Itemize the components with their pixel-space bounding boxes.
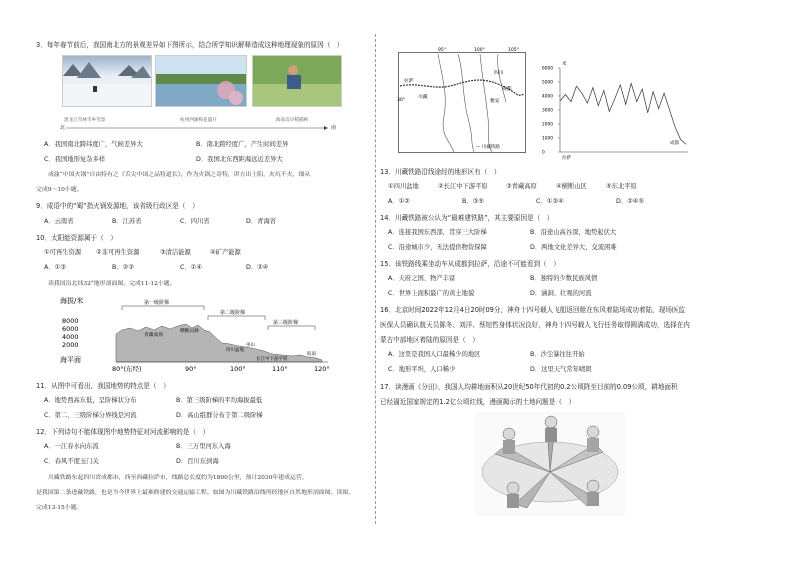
place-lhasa: 拉萨 <box>404 79 414 84</box>
step-3-label: 第三级阶梯 <box>273 320 299 326</box>
profile-ytick-2000: 2000 <box>62 341 79 349</box>
elev-y-unit: 米 <box>562 62 567 67</box>
photo-west-lake <box>155 55 247 107</box>
passage3-line3: 完成13-15小题。 <box>36 505 83 511</box>
label-basin: 四川盆地 <box>226 348 244 353</box>
q10-option-d: D．②④ <box>246 264 269 271</box>
q17-line1: 17．读漫画《分田》，我国人均耕地面积从20世纪50年代初的0.2公顷降至目前的0.09公顷，耕地面积 <box>380 383 678 391</box>
q14-stem: 14．川藏铁路被公认为“最难建铁路”，其主要原因是（ ） <box>380 214 554 222</box>
q16-option-d: D．这里天气常年晴朗 <box>530 366 592 373</box>
label-plateau: 青藏高原 <box>144 333 164 338</box>
map-lon-105: 105° <box>508 48 519 53</box>
q14-option-a: A．连接我国东西部，贯穿三大阶梯 <box>388 229 487 236</box>
passage2: 读我国沿北纬32°地形剖面图，完成11-12小题。 <box>48 281 176 287</box>
map-lon-100: 100° <box>474 48 485 53</box>
q13-item-2: ②长江中下游平原 <box>438 183 488 190</box>
step-1-label: 第一级阶梯 <box>144 300 170 306</box>
q13-option-b: B．③⑤ <box>462 198 484 205</box>
q9-option-c: C．四川省 <box>180 218 210 225</box>
passage3-line1: 川藏铁路东起四川省成都市，西至西藏拉萨市，线路总长度约为1800公里，预计2030年建成运营， <box>48 475 308 481</box>
profile-xtick-100: 100° <box>230 365 246 373</box>
elev-series-line <box>560 83 686 144</box>
profile-xtick-90: 90° <box>185 365 197 373</box>
elev-ticks <box>542 66 560 156</box>
q15-option-d: D．涵洞、壮观的河流 <box>530 290 592 297</box>
q11-option-b: B．第三级阶梯的平均海拔最低 <box>176 397 263 404</box>
q12-stem: 12．下列诗句不能体现图中地势特征对河流影响的是（ ） <box>36 428 210 436</box>
q10-option-c: C．①④ <box>180 264 202 271</box>
q11-option-a: A．地势西高东低，呈阶梯状分布 <box>44 397 137 404</box>
q9-option-b: B．江苏省 <box>112 218 142 225</box>
q10-stem: 10．太阳能资源属于（ ） <box>36 234 117 242</box>
step-2-label: 第二级阶梯 <box>220 310 246 316</box>
caption-west-lake: 杭州西湖梅花盛开 <box>180 118 217 123</box>
elev-ytick: 3000 <box>542 108 553 114</box>
place-sichuan: 四川 <box>494 71 504 76</box>
profile-y-title: 海拔/米 <box>60 297 84 305</box>
q13-item-4: ④横断山区 <box>556 183 587 190</box>
elev-ytick: 5000 <box>542 80 553 86</box>
q14-option-b: B．沿途山高谷深，地势起伏大 <box>530 229 617 236</box>
q15-stem: 15．该铁路线乘坐动车从成都到拉萨，沿途不可能看到（ ） <box>380 260 560 268</box>
q3-option-d: D．我国北东西距海远近差异大 <box>196 156 283 163</box>
q10-item-3: ③清洁能源 <box>160 249 191 256</box>
q13-stem: 13．川藏铁路沿线途经的地形区有（ ） <box>380 168 501 176</box>
profile-ytick-4000: 4000 <box>62 333 79 341</box>
q15-option-c: C．世界上面积最广的黄土地貌 <box>388 290 475 297</box>
q14-option-c: C．沿途城市少，无法提供物资保障 <box>388 244 487 251</box>
map-lon-95: 95° <box>438 48 446 53</box>
passage1-line2: 完成9～10小题。 <box>36 187 83 193</box>
terrain-profile-area <box>116 324 322 362</box>
direction-south: 南 <box>331 125 337 131</box>
passage3-line2: 是我国第二条进藏铁路，也是当今世界上最难修建的交通运输工程。如图为川藏铁路沿线所经地区自然地形剖面图。读图， <box>36 490 355 496</box>
railway-elevation-chart <box>540 60 690 160</box>
q13-item-3: ③青藏高原 <box>506 183 537 190</box>
elev-ytick: 0 <box>542 150 545 156</box>
photo-rice-transplanting <box>252 55 342 107</box>
north-south-arrow <box>66 126 328 130</box>
q17-line2: 已经逼近国家规定的1.2亿公顷红线，漫画揭示的土地问题是（ ） <box>380 398 576 406</box>
q10-item-4: ④矿产能源 <box>210 249 241 256</box>
sichuan-tibet-railway-map <box>398 46 526 158</box>
q13-item-5: ⑤东北平原 <box>606 183 637 190</box>
q16-option-b: B．沙尘暴往往开始 <box>530 351 585 358</box>
q11-option-d: D．高山组群分布于第二级阶梯 <box>176 412 263 419</box>
q13-item-1: ①四川盆地 <box>388 183 419 190</box>
q10-option-a: A．①③ <box>44 264 66 271</box>
land-division-cartoon <box>475 412 625 516</box>
q16-option-a: A．这里是我国人口最稀少的地区 <box>388 351 481 358</box>
label-hengduan: 横断山脉 <box>180 329 200 334</box>
label-plain: 长江中下游平原 <box>256 357 288 362</box>
label-wuhu: 皖南 <box>307 352 316 357</box>
place-chuanzang: 川藏 <box>418 95 428 100</box>
q3-stem: 3．每年春节前后，我国南北方的景观差异如下图所示，结合所学知识解释造成这种地理现象的原因（ ） <box>36 41 344 49</box>
place-yaan: 雅安 <box>490 99 500 104</box>
map-lat-30: 30° <box>397 98 405 103</box>
q13-option-a: A．①② <box>388 198 410 205</box>
elev-ytick: 6000 <box>542 66 553 72</box>
q3-option-c: C．我国地形复杂多样 <box>44 156 106 163</box>
q10-option-b: B．②③ <box>112 264 134 271</box>
photo-snow-village <box>62 55 152 107</box>
q12-option-a: A．一江春水向东流 <box>44 443 99 450</box>
profile-xtick-120: 120° <box>314 365 330 373</box>
profile-xtick-110: 110° <box>272 365 288 373</box>
direction-north: 北 <box>60 125 66 131</box>
q16-line3: 蒙古中部地区着陆的原因是（ ） <box>380 336 479 344</box>
column-divider <box>375 34 376 524</box>
q16-line2: 医保人员确认航天员陈冬、刘洋、蔡旭哲身体状况良好，神舟十四号载人飞行任务取得圆满成功，选择在内 <box>380 321 690 329</box>
elev-end-label: 成都 <box>670 141 679 146</box>
q9-option-d: D．青海省 <box>246 218 277 225</box>
elev-ytick: 4000 <box>542 94 553 100</box>
map-legend: — 川藏铁路 <box>476 145 500 150</box>
caption-rice: 海南岛早稻插秧 <box>276 118 309 123</box>
elev-start-label: 拉萨 <box>562 156 571 161</box>
label-wushan: 巫山 <box>246 343 255 348</box>
q3-option-b: B．南北跨经度广，产生时间差异 <box>196 141 289 148</box>
q12-option-b: B．三万里河东入海 <box>176 443 231 450</box>
q12-option-c: C．春风不度玉门关 <box>44 458 99 465</box>
profile-xtick-80: 80°(东经) <box>112 365 142 373</box>
terrain-profile-chart <box>60 296 340 376</box>
q15-option-b: B．独特的少数民族风情 <box>530 275 598 282</box>
caption-snow: 黑龙江雪林雪乡雪景 <box>64 118 106 123</box>
q11-option-c: C．第二、三级阶梯分界线是河流 <box>44 412 137 419</box>
q11-stem: 11．从图中可看出，我国地势的特点是（ ） <box>36 382 170 390</box>
q10-item-1: ①可再生资源 <box>44 249 82 256</box>
q14-option-d: D．两地文化差异大，交流困难 <box>530 244 617 251</box>
elev-ytick: 2000 <box>542 122 553 128</box>
q10-item-2: ②非可再生资源 <box>96 249 140 256</box>
q3-option-a: A．我国南北跨纬度广，气候差异大 <box>44 141 143 148</box>
q13-option-c: C．①③④ <box>536 198 564 205</box>
profile-ytick-6000: 6000 <box>62 325 79 333</box>
q16-line1: 16．北京时间2022年12月4日20时09分，神舟十四号载人飞船返回舱在东风着陆场成功着陆，现场医监 <box>380 306 686 314</box>
q16-option-c: C．地形平坦，人口稀少 <box>388 366 456 373</box>
passage1-line1: 成渝“中国火锅”自由特有之《舌尖中国之品特道长》，作为火锅之奇特，讲方出土阳，火坑不火，细从 <box>48 172 311 178</box>
profile-ytick-8000: 8000 <box>62 317 79 325</box>
q9-stem: 9．成语中的“蜀”指火锅发源地，该省级行政区是（ ） <box>36 202 199 210</box>
q13-option-d: D．②④⑤ <box>616 198 645 205</box>
place-chengdu: 成都 <box>502 87 512 92</box>
q9-option-a: A．云南省 <box>44 218 74 225</box>
elev-ytick: 1000 <box>542 136 553 142</box>
profile-sea-level: 海平面 <box>60 356 81 364</box>
q15-option-a: A．天府之国、物产丰富 <box>388 275 456 282</box>
q12-option-d: D．百川东到海 <box>176 458 219 465</box>
